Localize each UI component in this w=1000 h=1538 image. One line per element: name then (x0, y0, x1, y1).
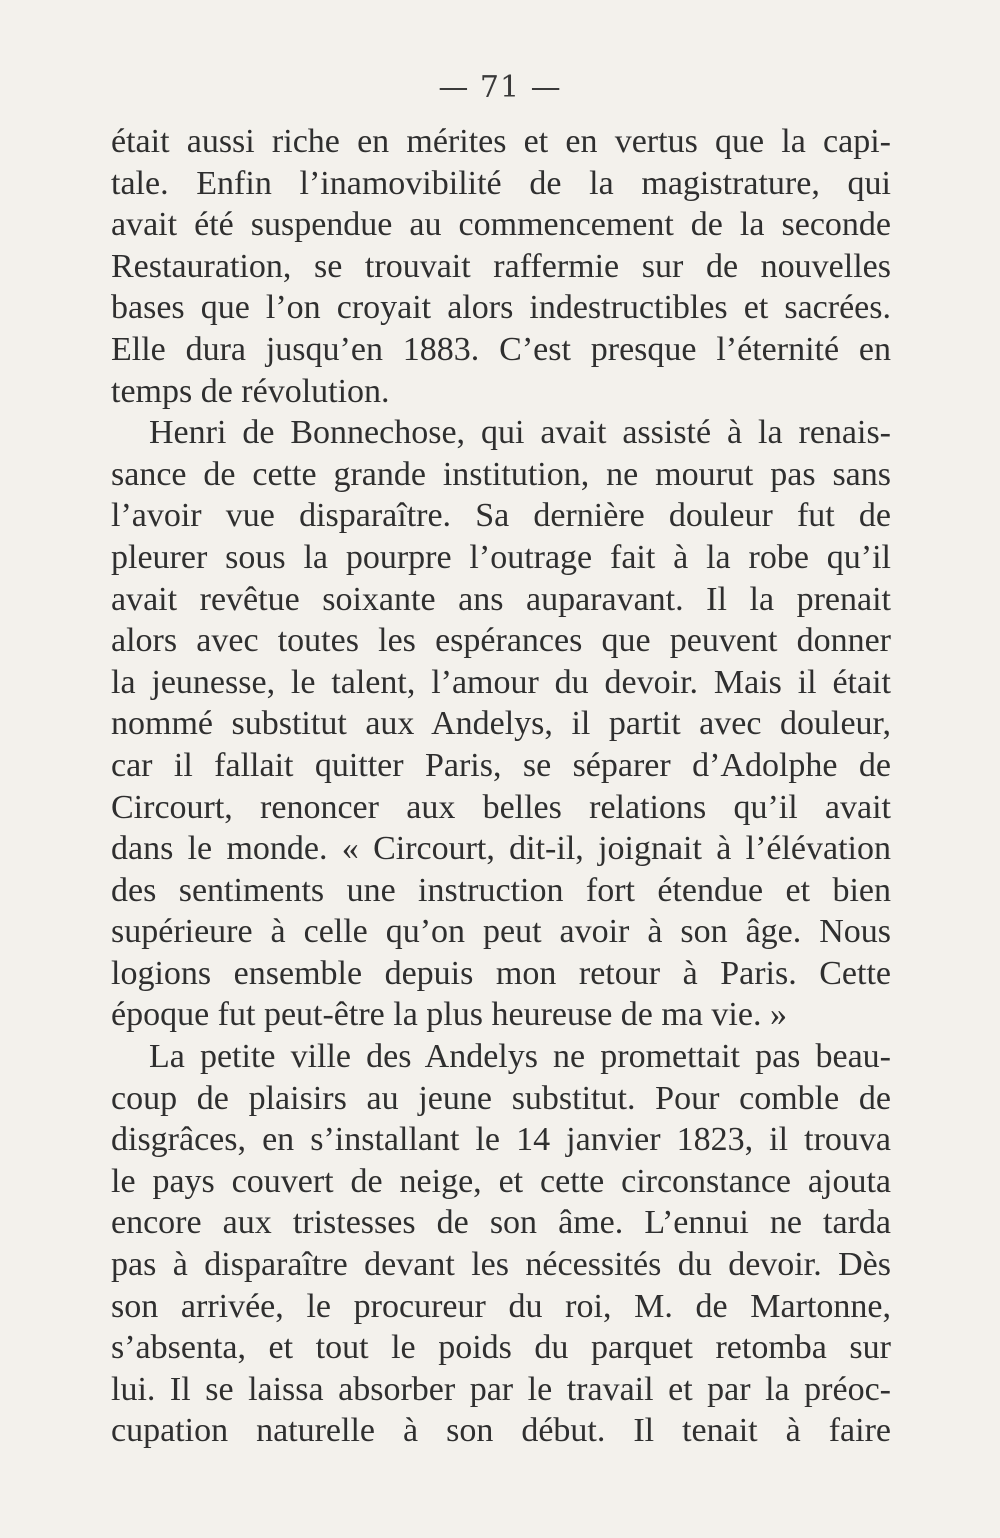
text-line: l’avoir vue disparaître. Sa dernière douleur fut de (111, 497, 891, 535)
text-line: supérieure à celle qu’on peut avoir à son âge. Nous (111, 913, 891, 951)
text-line: cupation naturelle à son début. Il tenait à faire (111, 1412, 891, 1450)
text-line: Restauration, se trouvait raffermie sur de nouvelles (111, 247, 891, 285)
text-line: La petite ville des Andelys ne promettait pas beau- (149, 1038, 891, 1076)
text-body (111, 121, 891, 1452)
text-line: pleurer sous la pourpre l’outrage fait à la robe qu’il (111, 538, 891, 576)
text-line: coup de plaisirs au jeune substitut. Pour comble de (111, 1079, 891, 1117)
text-line: lui. Il se laissa absorber par le travail et par la préoc- (111, 1370, 891, 1408)
text-line: disgrâces, en s’installant le 14 janvier 1823, il trouva (111, 1121, 891, 1159)
text-line: temps de révolution. (111, 372, 390, 410)
text-line: Henri de Bonnechose, qui avait assisté à la renais- (149, 414, 891, 452)
text-line: la jeunesse, le talent, l’amour du devoir. Mais il était (111, 663, 891, 701)
text-line: s’absenta, et tout le poids du parquet retomba sur (111, 1329, 891, 1367)
text-line: dans le monde. « Circourt, dit-il, joignait à l’élévation (111, 830, 891, 868)
text-line: tale. Enfin l’inamovibilité de la magistrature, qui (111, 164, 891, 202)
text-line: avait revêtue soixante ans auparavant. Il la prenait (111, 580, 891, 618)
text-line: son arrivée, le procureur du roi, M. de Martonne, (111, 1287, 891, 1325)
text-line: nommé substitut aux Andelys, il partit avec douleur, (111, 705, 891, 743)
text-line: sance de cette grande institution, ne mourut pas sans (111, 455, 891, 493)
page-number: — 71 — (438, 70, 562, 105)
text-line: Elle dura jusqu’en 1883. C’est presque l’éternité en (111, 330, 891, 368)
text-line: le pays couvert de neige, et cette circonstance ajouta (111, 1162, 891, 1200)
text-line: bases que l’on croyait alors indestructibles et sacrées. (111, 289, 891, 327)
text-line: alors avec toutes les espérances que peuvent donner (111, 622, 891, 660)
text-line: époque fut peut-être la plus heureuse de ma vie. » (111, 996, 787, 1034)
text-line: avait été suspendue au commencement de la seconde (111, 206, 891, 244)
text-line: car il fallait quitter Paris, se séparer d’Adolphe de (111, 746, 891, 784)
text-line: des sentiments une instruction fort étendue et bien (111, 871, 891, 909)
text-line: était aussi riche en mérites et en vertus que la capi- (111, 123, 891, 160)
text-line: Circourt, renoncer aux belles relations qu’il avait (111, 788, 891, 826)
text-line: logions ensemble depuis mon retour à Paris. Cette (111, 954, 891, 992)
text-line: encore aux tristesses de son âme. L’ennui ne tarda (111, 1204, 891, 1242)
text-line: pas à disparaître devant les nécessités du devoir. Dès (111, 1246, 891, 1284)
